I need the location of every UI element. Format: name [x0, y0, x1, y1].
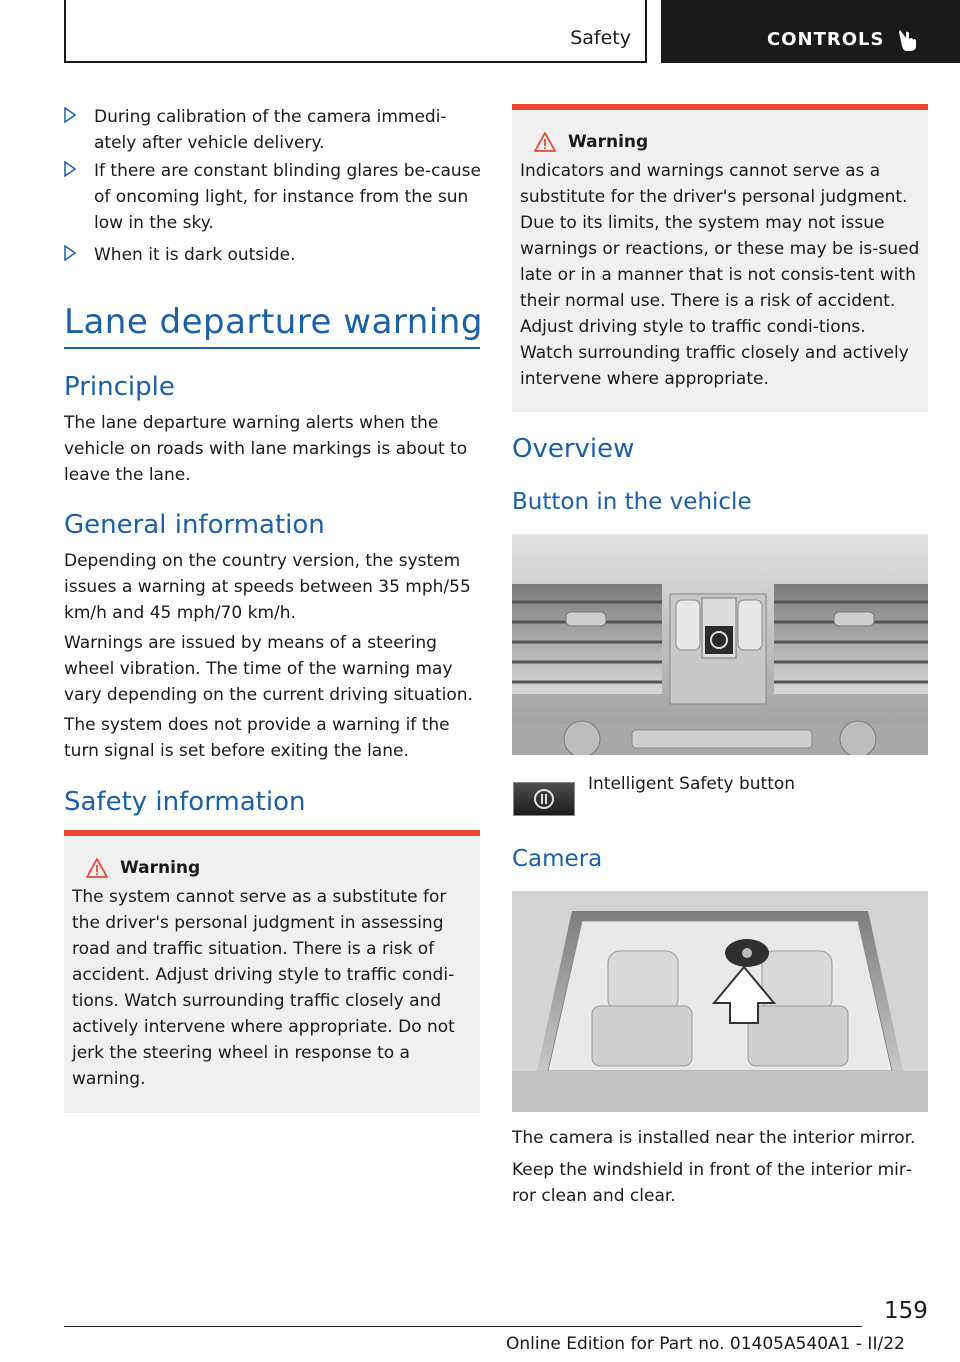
warning-text: Indicators and warnings cannot serve as a substitute for the driver's personal judgment. Due to its limits, the system may not issue warnings or reactions, or these may be is‐sued late or in a manner that is not consis‐tent with their normal use. There is a risk of accident. Adjust driving style to traffic condi‐tions. Watch surrounding traffic closely and actively intervene where appropriate. — [520, 161, 920, 389]
section-title-rule — [64, 347, 480, 349]
list-item — [64, 242, 484, 268]
dashboard-button-photo — [512, 534, 928, 755]
warning-title: Warning — [120, 858, 201, 878]
header-chapter-box — [661, 0, 960, 63]
bullet-triangle-icon — [64, 107, 76, 123]
warning-box — [512, 104, 928, 412]
footer-edition: Online Edition for Part no. 01405A540A1 - II/22 — [506, 1334, 905, 1354]
heading-button-in-vehicle: Button in the vehicle — [512, 489, 752, 515]
warning-title: Warning — [568, 132, 649, 152]
bullet-text: During calibration of the camera immedi‐ately after vehicle delivery. — [94, 107, 447, 153]
section-title: Lane departure warning — [64, 302, 483, 342]
pointing-hand-icon — [897, 28, 919, 52]
warning-text: The system cannot serve as a substitute for the driver's personal judgment in assessing road and traffic situation. There is a risk of accident. Adjust driving style to traffic condi‐tions. Watch surrounding traffic closely and actively intervene where appropriate. Do not jerk the steering wheel in response to a warning. — [72, 887, 455, 1089]
list-item — [64, 104, 484, 156]
warning-box — [64, 830, 480, 1113]
heading-safety-information: Safety information — [64, 787, 306, 817]
camera-paragraph: Keep the windshield in front of the interior mir‐ror clean and clear. — [512, 1160, 913, 1206]
header-section-title: Safety — [570, 27, 631, 49]
principle-text: The lane departure warning alerts when the vehicle on roads with lane markings is about to leave the lane. — [64, 413, 468, 485]
list-item — [64, 158, 484, 236]
header-chapter-title: CONTROLS — [767, 29, 885, 50]
footer-rule — [64, 1326, 862, 1327]
heading-camera: Camera — [512, 846, 603, 872]
header-section-box — [64, 0, 647, 63]
camera-paragraph: The camera is installed near the interior mirror. — [512, 1128, 916, 1148]
heading-principle: Principle — [64, 372, 175, 402]
bullet-text: If there are constant blinding glares be‐cause of oncoming light, for instance from the sun low in the sky. — [94, 161, 481, 233]
intelligent-safety-button-icon — [513, 782, 575, 816]
page-number: 159 — [884, 1298, 928, 1324]
warning-triangle-icon — [534, 132, 556, 152]
bullet-text: When it is dark outside. — [94, 245, 296, 265]
heading-overview: Overview — [512, 434, 635, 464]
general-paragraph: Depending on the country version, the system issues a warning at speeds between 35 mph/55 km/h and 45 mph/70 km/h. — [64, 551, 471, 623]
bullet-triangle-icon — [64, 245, 76, 261]
bullet-triangle-icon — [64, 161, 76, 177]
camera-location-photo — [512, 891, 928, 1112]
heading-general-information: General information — [64, 510, 325, 540]
general-paragraph: The system does not provide a warning if the turn signal is set before exiting the lane. — [64, 715, 450, 761]
warning-triangle-icon — [86, 858, 108, 878]
button-caption: Intelligent Safety button — [588, 774, 796, 794]
general-paragraph: Warnings are issued by means of a steering wheel vibration. The time of the warning may vary depending on the current driving situation. — [64, 633, 473, 705]
